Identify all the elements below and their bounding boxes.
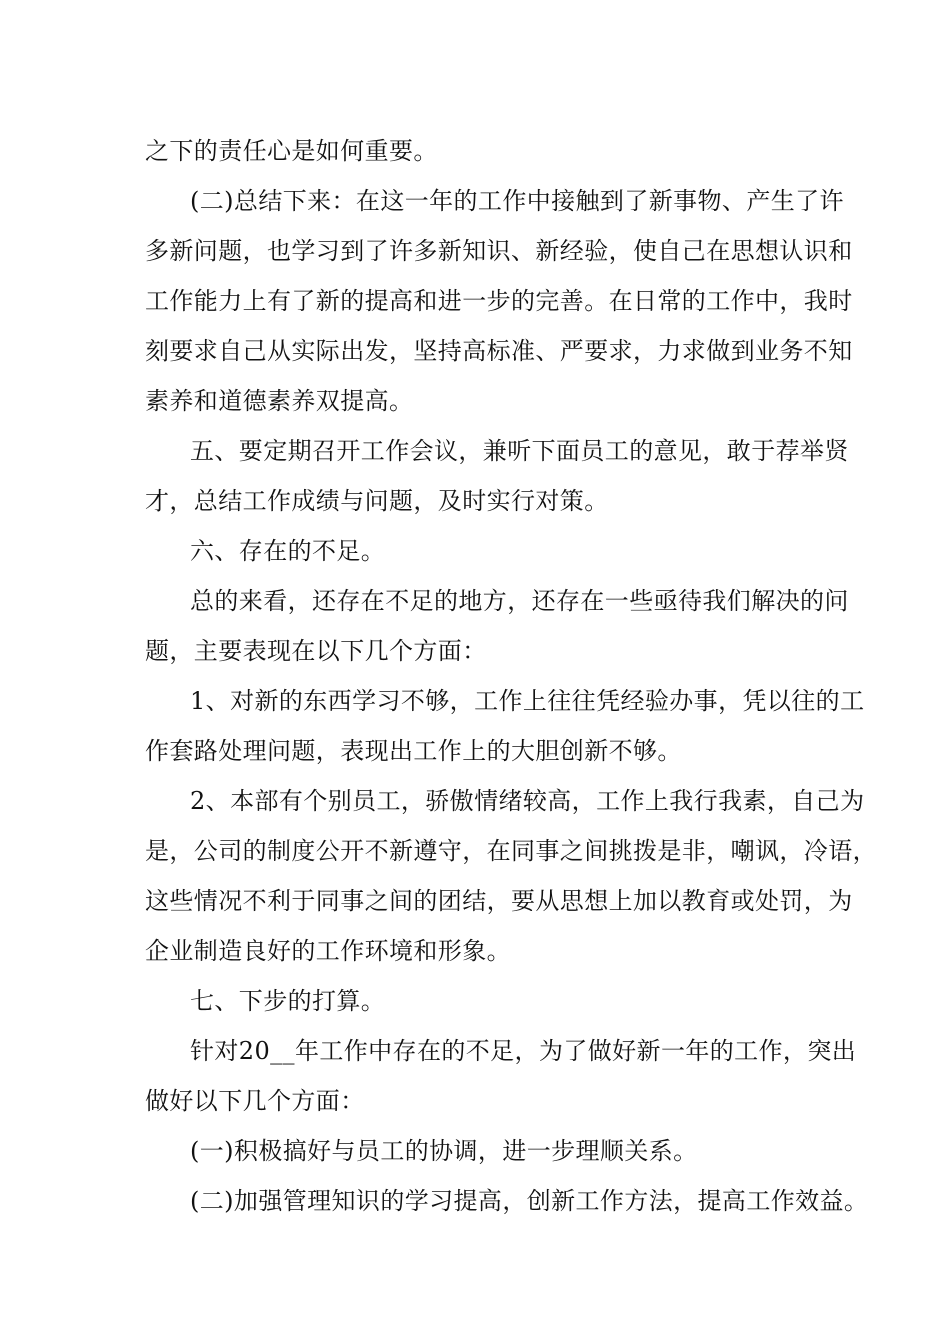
text-line: 做好以下几个方面： <box>145 1087 365 1115</box>
text-line: (二)总结下来：在这一年的工作中接触到了新事物、产生了许 <box>190 187 844 215</box>
text-line: 作套路处理问题，表现出工作上的大胆创新不够。 <box>145 737 682 765</box>
text-line: 企业制造良好的工作环境和形象。 <box>145 937 511 965</box>
text-line: 是，公司的制度公开不新遵守，在同事之间挑拨是非，嘲讽，冷语， <box>145 837 877 865</box>
text-line: (二)加强管理知识的学习提高，创新工作方法，提高工作效益。 <box>190 1187 869 1215</box>
text-line: 这些情况不利于同事之间的团结，要从思想上加以教育或处罚，为 <box>145 887 853 915</box>
text-line: 七、下步的打算。 <box>190 987 386 1015</box>
text-line: 刻要求自己从实际出发，坚持高标准、严要求，力求做到业务不知 <box>145 337 853 365</box>
text-line: 工作能力上有了新的提高和进一步的完善。在日常的工作中，我时 <box>145 287 853 315</box>
text-line: 多新问题，也学习到了许多新知识、新经验，使自己在思想认识和 <box>145 237 853 265</box>
text-line: 针对20__年工作中存在的不足，为了做好新一年的工作，突出 <box>190 1037 857 1065</box>
text-line: 1、对新的东西学习不够，工作上往往凭经验办事，凭以往的工 <box>190 687 865 715</box>
text-line: 2、本部有个别员工，骄傲情绪较高，工作上我行我素，自己为 <box>190 787 865 815</box>
text-line: 总的来看，还存在不足的地方，还存在一些亟待我们解决的问 <box>190 587 849 615</box>
text-line: 六、存在的不足。 <box>190 537 386 565</box>
text-line: (一)积极搞好与员工的协调，进一步理顺关系。 <box>190 1137 698 1165</box>
text-line: 题，主要表现在以下几个方面： <box>145 637 487 665</box>
text-line: 五、要定期召开工作会议，兼听下面员工的意见，敢于荐举贤 <box>190 437 849 465</box>
text-line: 才，总结工作成绩与问题，及时实行对策。 <box>145 487 609 515</box>
text-line: 之下的责任心是如何重要。 <box>145 137 438 165</box>
text-line: 素养和道德素养双提高。 <box>145 387 414 415</box>
